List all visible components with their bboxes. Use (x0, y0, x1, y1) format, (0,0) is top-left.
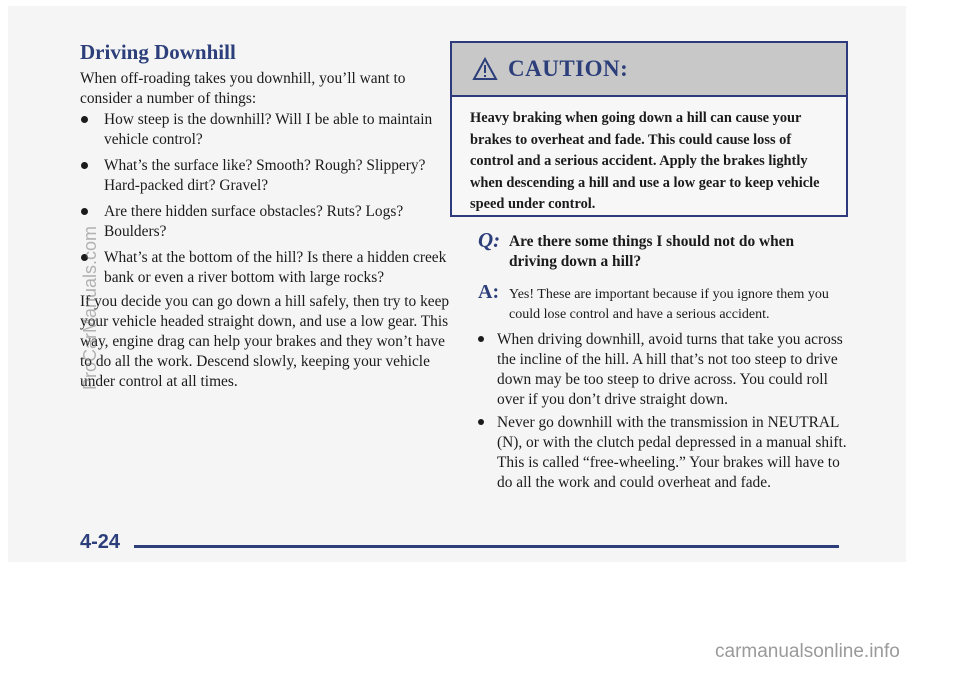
bullet-text: How steep is the downhill? Will I be able to maintain vehicle control? (104, 111, 433, 148)
footer-rule (134, 545, 839, 548)
bullet-text: When driving downhill, avoid turns that take you across the incline of the hill. A hill that’s not too steep to drive down may be too steep to drive across. You could roll over if you don’t drive straight down. (497, 331, 843, 408)
answer-text: Yes! These are important because if you ignore them you could lose control and have a serious accident. (509, 287, 829, 322)
list-item (80, 156, 450, 196)
bullet-text: Are there hidden surface obstacles? Ruts? Logs? Boulders? (104, 203, 404, 240)
answer-bullet-list (478, 330, 850, 410)
list-item (478, 413, 850, 493)
bullet-list (80, 110, 450, 150)
warning-triangle-icon (472, 57, 498, 81)
caution-box (450, 41, 848, 217)
question-text: Are there some things I should not do when driving down a hill? (509, 233, 795, 270)
answer-mark: A: (478, 281, 500, 303)
list-item (478, 330, 850, 410)
bullet-list (80, 248, 450, 288)
intro-paragraph: When off-roading takes you downhill, you’ll want to consider a number of things: (80, 70, 406, 107)
side-watermark (58, 192, 100, 390)
caution-title: CAUTION: (508, 56, 629, 81)
page-number: 4-24 (80, 531, 121, 553)
bullet-text: Never go downhill with the transmission in NEUTRAL (N), or with the clutch pedal depressed in a manual shift. This is called “free-wheeling.” Your brakes will have to do all the work and could overheat and fade. (497, 414, 847, 491)
side-watermark-text: ProCarManuals.com (80, 225, 100, 390)
bullet-text: What’s at the bottom of the hill? Is there a hidden creek bank or even a river bottom with large rocks? (104, 249, 447, 286)
bullet-list (80, 156, 450, 196)
bullet-text: What’s the surface like? Smooth? Rough? Slippery? Hard-packed dirt? Gravel? (104, 157, 426, 194)
outro-paragraph: If you decide you can go down a hill safely, then try to keep your vehicle headed straight down, and use a low gear. This way, engine drag can help your brakes and they won’t have to do all the work. Descend slowly, keeping your vehicle under control at all times. (80, 293, 450, 390)
bullet-icon (478, 336, 484, 342)
answer-bullet-list (478, 413, 850, 493)
section-heading: Driving Downhill (80, 40, 236, 64)
caution-text: Heavy braking when going down a hill can cause your brakes to overheat and fade. This could cause loss of control and a serious accident. Apply the brakes lightly when descending a hill and use a low gear to keep vehicle speed under control. (470, 110, 820, 212)
bullet-list (80, 202, 450, 242)
list-item (80, 110, 450, 150)
list-item (80, 248, 450, 288)
bottom-watermark[interactable]: carmanualsonline.info (715, 641, 900, 662)
caution-header (452, 43, 846, 97)
bullet-icon (81, 162, 88, 169)
list-item (80, 202, 450, 242)
question-mark: Q: (478, 228, 501, 252)
bullet-icon (478, 419, 484, 425)
bullet-icon (81, 116, 88, 123)
